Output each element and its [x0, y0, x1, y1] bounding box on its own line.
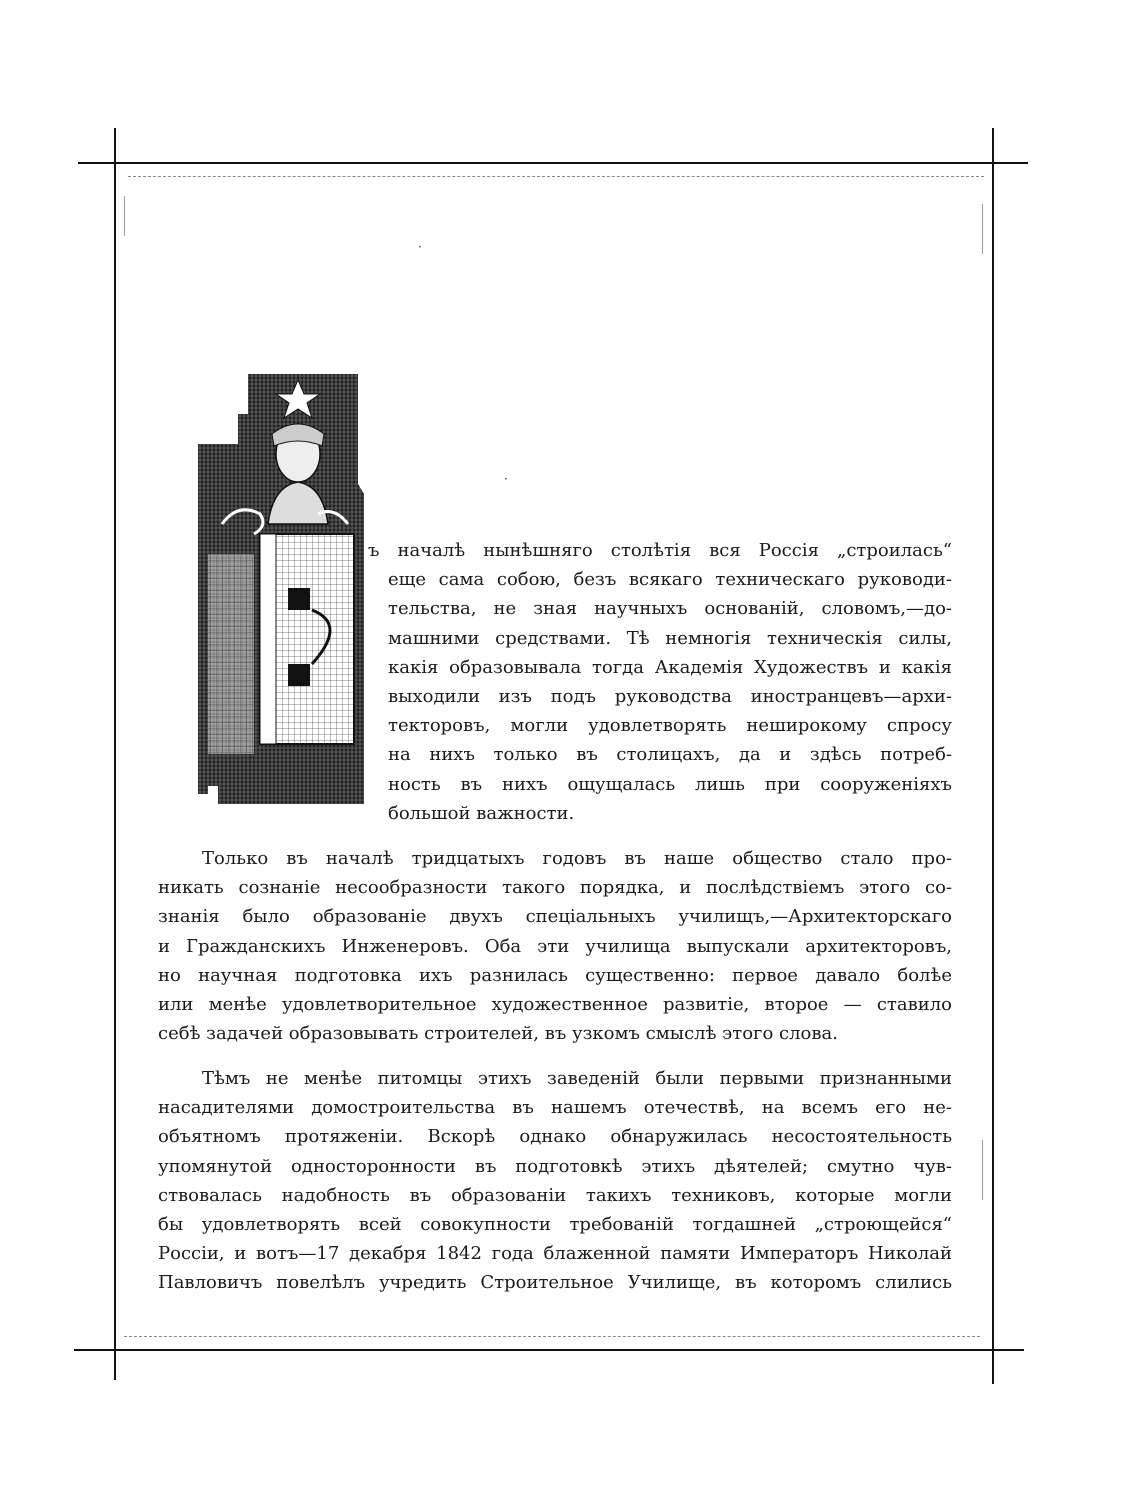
text-line: Тѣмъ не менѣе питомцы этихъ заведеній были первыми признанными — [202, 1068, 952, 1089]
inner-top-dashes — [128, 176, 984, 178]
side-tracery — [208, 554, 254, 754]
text-line: или менѣе удовлетворительное художественное развитіе, второе — ставило — [158, 993, 952, 1015]
text-line: но научная подготовка ихъ разнилась существенно: первое давало болѣе — [158, 964, 952, 986]
text-line: текторовъ, могли удовлетворять неширокому спросу — [388, 715, 952, 737]
text-line: насадителями домостроительства въ нашемъ отечествѣ, на всемъ его не- — [158, 1097, 952, 1119]
paragraph-3 — [158, 1064, 952, 1298]
print-speck: · — [504, 472, 508, 486]
text-line: какія образовывала тогда Академія Художествъ и какія — [388, 656, 952, 678]
text-line: Россіи, и вотъ—17 декабря 1842 года блаженной памяти Императоръ Николай — [158, 1243, 952, 1265]
frame-top-rule — [78, 162, 1028, 164]
text-line: ность въ нихъ ощущалась лишь при сооруженіяхъ — [388, 773, 952, 795]
print-speck: · — [418, 240, 422, 254]
text-line: никать сознаніе несообразности такого порядка, и послѣдствіемъ этого со- — [158, 877, 952, 899]
text-line: себѣ задачей образовывать строителей, въ узкомъ смыслѣ этого слова. — [158, 1023, 838, 1045]
frame-left-rule — [114, 128, 116, 1380]
frame-bottom-rule — [74, 1349, 1024, 1351]
inner-right-trace — [982, 1140, 983, 1200]
inner-bottom-dashes — [124, 1336, 980, 1338]
text-line: выходили изъ подъ руководства иностранцевъ—архи- — [388, 685, 952, 707]
text-line: тельства, не зная научныхъ основаній, словомъ,—до- — [388, 598, 952, 620]
inner-left-trace — [124, 196, 125, 236]
paragraph-2 — [158, 844, 952, 1048]
inner-right-trace — [982, 204, 983, 254]
text-line: Только въ началѣ тридцатыхъ годовъ въ наше общество стало про- — [202, 848, 952, 869]
text-line: большой важности. — [388, 802, 575, 824]
text-line: и Гражданскихъ Инженеровъ. Оба эти училища выпускали архитекторовъ, — [158, 935, 952, 957]
text-line: машними средствами. Тѣ немногія техническія силы, — [388, 627, 952, 649]
text-line: еще сама собою, безъ всякаго техническаго руководи- — [388, 569, 952, 591]
text-line: на нихъ только въ столицахъ, да и здѣсь потреб- — [388, 744, 952, 766]
text-line: ъ началѣ нынѣшняго столѣтія вся Россія „строилась“ — [368, 540, 952, 561]
text-line: знанія было образованіе двухъ спеціальныхъ училищъ,—Архитекторскаго — [158, 906, 952, 928]
paragraph-1 — [368, 536, 952, 828]
text-line: Павловичъ повелѣлъ учредить Строительное Училище, въ которомъ слились — [158, 1272, 952, 1294]
text-line: ствовалась надобность въ образованіи такихъ техниковъ, которые могли — [158, 1184, 952, 1206]
text-line: бы удовлетворять всей совокупности требованій тогдашней „строющейся“ — [158, 1213, 952, 1235]
text-line: объятномъ протяженіи. Вскорѣ однако обнаружилась несостоятельность — [158, 1126, 952, 1148]
frame-right-rule — [992, 128, 994, 1384]
text-line: упомянутой односторонности въ подготовкѣ этихъ дѣятелей; смутно чув- — [158, 1155, 952, 1177]
ornamental-initial-v — [198, 374, 364, 804]
